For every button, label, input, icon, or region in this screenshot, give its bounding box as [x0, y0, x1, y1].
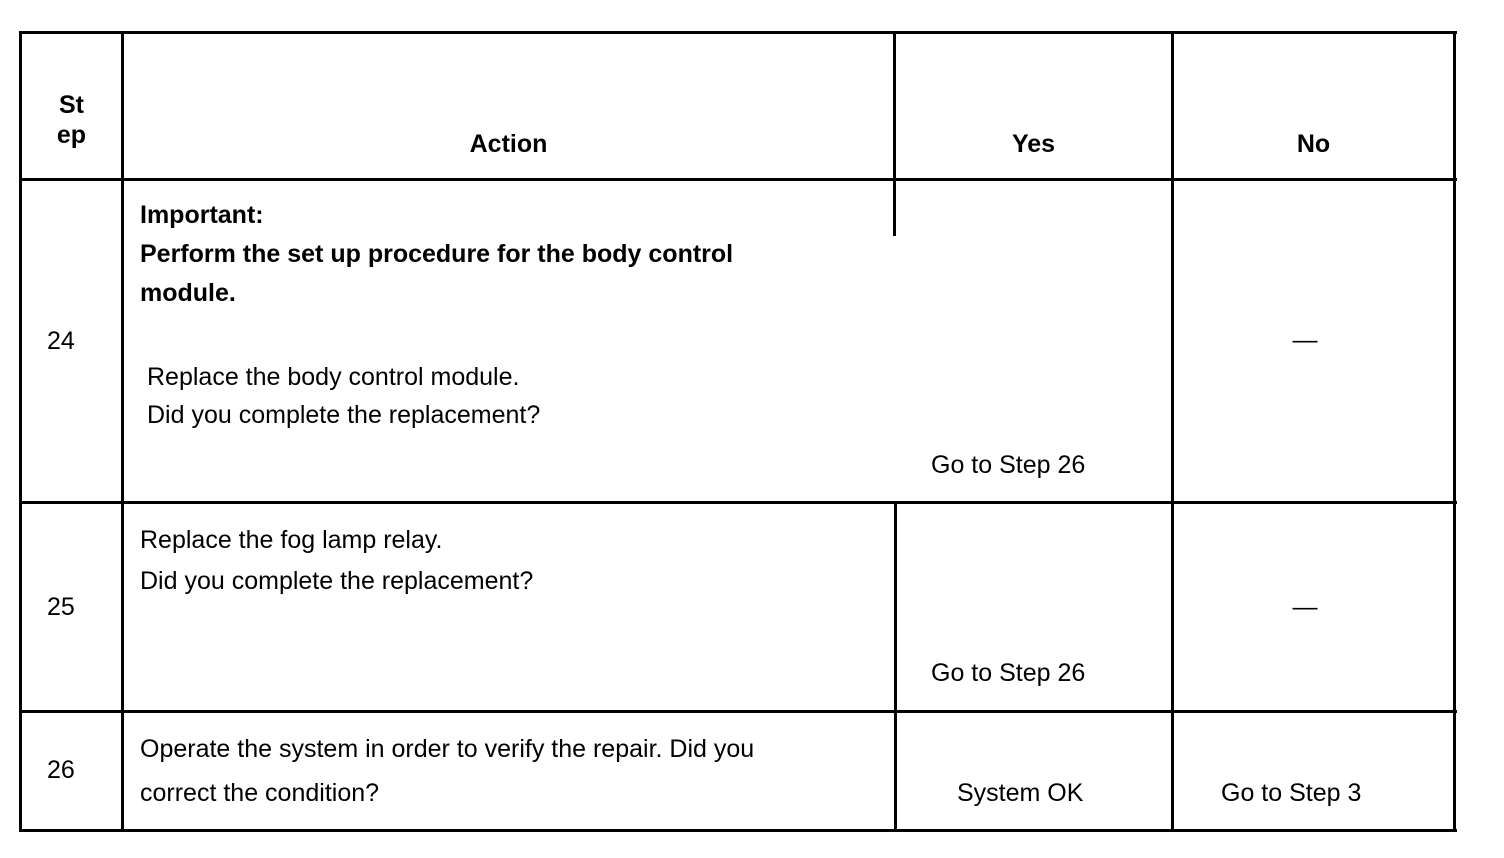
yes-result: Go to Step 26 — [931, 451, 1086, 479]
action-line1: Replace the fog lamp relay. — [140, 526, 443, 554]
row-divider-24-25 — [19, 501, 1457, 504]
table-border-left — [19, 31, 22, 832]
no-result: Go to Step 3 — [1221, 779, 1362, 807]
step-number: 26 — [47, 756, 75, 784]
table-border-right — [1453, 31, 1456, 832]
header-no: No — [1296, 130, 1331, 158]
header-action: Action — [469, 130, 548, 158]
header-step-line1: St — [59, 91, 84, 119]
no-result: — — [1292, 326, 1318, 354]
action-line1: Replace the body control module. — [147, 363, 520, 391]
yes-result: Go to Step 26 — [931, 659, 1086, 687]
action-line2: Did you complete the replacement? — [147, 401, 541, 429]
header-step — [22, 90, 121, 150]
no-result: — — [1292, 593, 1318, 621]
important-label: Important: — [140, 201, 264, 229]
action-line2: correct the condition? — [140, 779, 380, 807]
table-border-bottom — [19, 829, 1457, 832]
row-divider-25-26 — [19, 710, 1457, 713]
header-yes: Yes — [1011, 130, 1056, 158]
col-divider-action-yes — [894, 501, 897, 832]
header-divider — [19, 178, 1457, 181]
table-border-top — [19, 31, 1457, 34]
step-number: 24 — [47, 327, 75, 355]
yes-result: System OK — [957, 779, 1084, 807]
action-line1: Operate the system in order to verify the repair. Did you — [140, 735, 755, 763]
header-step-line2: ep — [56, 121, 87, 149]
action-line2: Did you complete the replacement? — [140, 567, 534, 595]
important-note-line1: Perform the set up procedure for the body control — [140, 240, 734, 268]
step-number: 25 — [47, 593, 75, 621]
important-note-line2: module. — [140, 279, 236, 307]
